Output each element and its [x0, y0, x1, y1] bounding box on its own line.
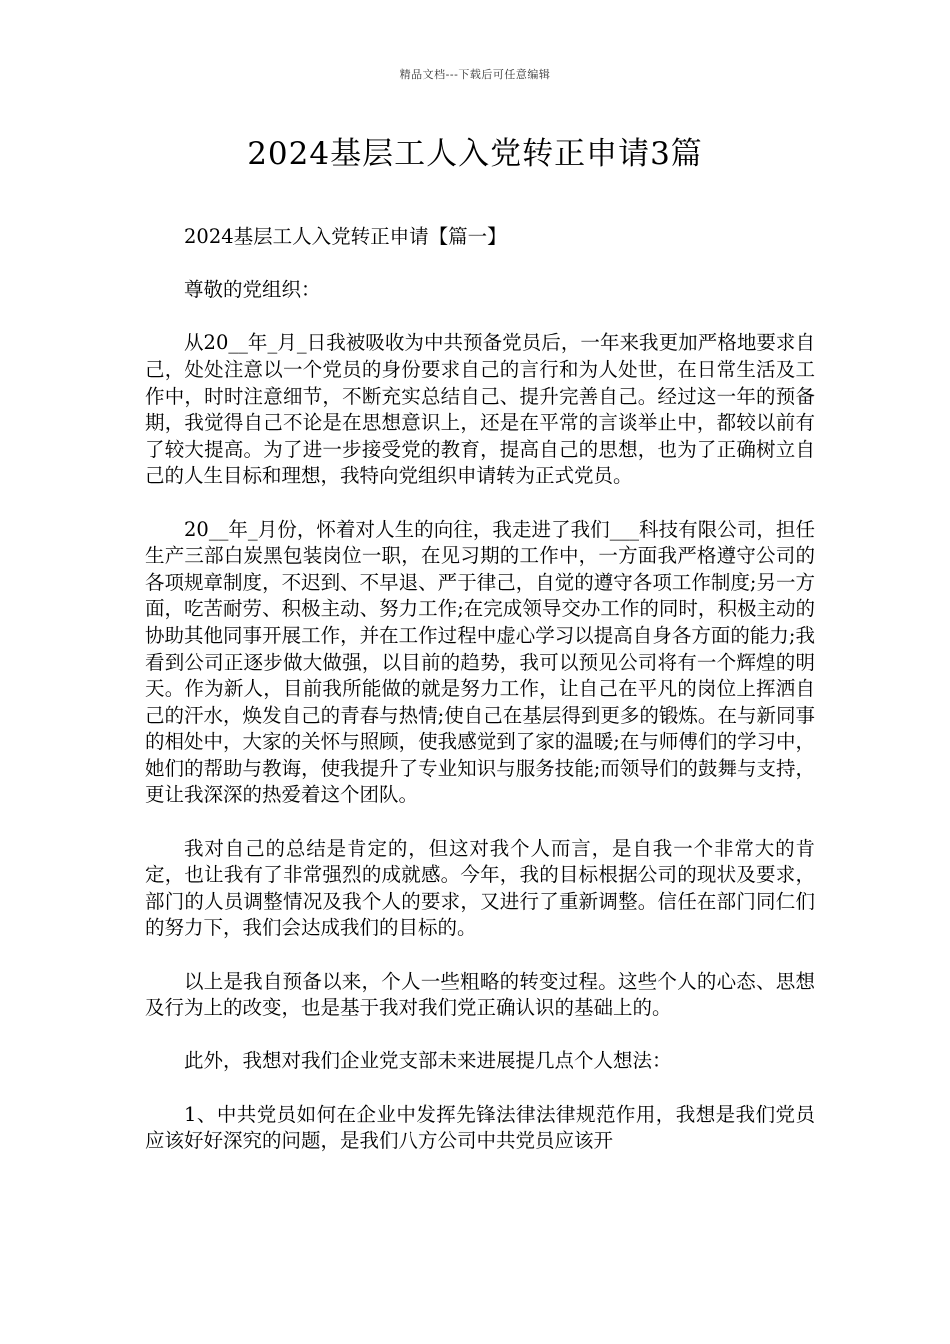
salutation: 尊敬的党组织： [184, 278, 321, 302]
paragraph-3: 我对自己的总结是肯定的，但这对我个人而言，是自我一个非常大的肯定，也让我有了非常强烈的成就感。今年，我的目标根据公司的现状及要求，部门的人员调整情况及我个人的要求，又进行了重新调整。信任在部门同仁们的努力下，我们会达成我们的目标的。 [145, 836, 815, 940]
paragraph-1: 从20__年_月_日我被吸收为中共预备党员后，一年来我更加严格地要求自己，处处注意以一个党员的身份要求自己的言行和为人处世，在日常生活及工作中，时时注意细节，不断充实总结自己、提升完善自己。经过这一年的预备期，我觉得自己不论是在思想意识上，还是在平常的言谈举止中，都较以前有了较大提高。为了进一步接受党的教育，提高自己的思想，也为了正确树立自己的人生目标和理想，我特向党组织申请转为正式党员。 [145, 331, 815, 488]
paragraph-5: 此外，我想对我们企业党支部未来进展提几点个人想法： [184, 1049, 672, 1073]
paragraph-4: 以上是我自预备以来，个人一些粗略的转变过程。这些个人的心态、思想及行为上的改变，也是基于我对我们党正确认识的基础上的。 [145, 969, 815, 1020]
header-note: 精品文档---下载后可任意编辑 [399, 68, 551, 81]
paragraph-6: 1、中共党员如何在企业中发挥先锋法律法律规范作用，我想是我们党员应该好好深究的问题，是我们八方公司中共党员应该开 [145, 1102, 815, 1153]
paragraph-2: 20__年_月份，怀着对人生的向往，我走进了我们___科技有限公司，担任生产三部白炭黑包装岗位一职，在见习期的工作中，一方面我严格遵守公司的各项规章制度，不迟到、不早退、严于律己，自觉的遵守各项工作制度;另一方面，吃苦耐劳、积极主动、努力工作;在完成领导交办工作的同时，积极主动的协助其他同事开展工作，并在工作过程中虚心学习以提高自身各方面的能力;我看到公司正逐步做大做强，以目前的趋势，我可以预见公司将有一个辉煌的明天。作为新人，目前我所能做的就是努力工作，让自己在平凡的岗位上挥洒自己的汗水，焕发自己的青春与热情;使自己在基层得到更多的锻炼。在与新同事的相处中，大家的关怀与照顾，使我感觉到了家的温暖;在与师傅们的学习中，她们的帮助与教诲，使我提升了专业知识与服务技能;而领导们的鼓舞与支持，更让我深深的热爱着这个团队。 [145, 517, 815, 807]
section-heading: 2024基层工人入党转正申请【篇一】 [184, 225, 507, 248]
document-body [145, 224, 815, 1181]
document-title: 2024基层工人入党转正申请3篇 [247, 136, 703, 172]
